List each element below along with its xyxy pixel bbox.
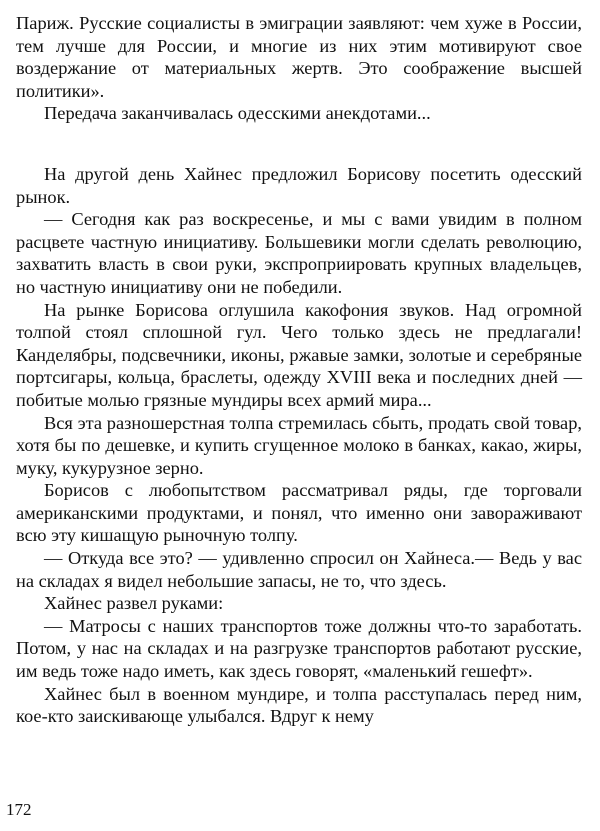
paragraph-4: — Сегодня как раз воскресенье, и мы с вами увидим в полном расцвете частную инициативу. Большевики могли сделать революцию, захватить власть в свои руки, экспроприировать крупных владельцев, но частную инициативу они не победили. (16, 209, 582, 297)
paragraph-11: Хайнес был в военном мундире, и толпа расступалась перед ним, кое-кто заискивающе улыбался. Вдруг к нему (16, 683, 582, 727)
paragraph-9: Хайнес развел руками: (44, 593, 224, 614)
page-number: 172 (6, 800, 32, 819)
paragraph-8: — Откуда все это? — удивленно спросил он Хайнеса.— Ведь у вас на складах я видел небольшие запасы, не то, что здесь. (16, 548, 582, 591)
paragraph-6: Вся эта разношерстная толпа стремилась сбыть, продать свой товар, хотя бы по дешевке, и купить сгущенное молоко в банках, какао, жиры, муку, кукурузное зерно. (16, 412, 582, 478)
paragraph-10: — Матросы с наших транспортов тоже должны что-то заработать. Потом, у нас на складах и на разгрузке транспортов работают русские, им ведь тоже надо иметь, как здесь говорят, «маленький гешефт». (16, 615, 582, 682)
paragraph-2: Передача заканчивалась одесскими анекдотами... (44, 103, 431, 124)
paragraph-3: На другой день Хайнес предложил Борисову посетить одесский рынок. (16, 163, 582, 207)
paragraph-1: Париж. Русские социалисты в эмиграции заявляют: чем хуже в России, тем лучше для России, и многие из них этим мотивируют свое воздержание от материальных жертв. Это соображение высшей политики». (16, 13, 582, 101)
section-gap (16, 125, 582, 163)
page-body (16, 12, 582, 728)
paragraph-5: На рынке Борисова оглушила какофония звуков. Над огромной толпой стоял сплошной гул. Чего только здесь не предлагали! Канделябры, подсвечники, иконы, ржавые замки, золотые и серебряные портсигары, кольца, браслеты, одежду XVIII века и последних дней — побитые молью грязные мундиры всех армий мира... (16, 299, 582, 410)
paragraph-7: Борисов с любопытством рассматривал ряды, где торговали американскими продуктами, и понял, что именно они завораживают всю эту кишащую рыночную толпу. (16, 480, 582, 546)
